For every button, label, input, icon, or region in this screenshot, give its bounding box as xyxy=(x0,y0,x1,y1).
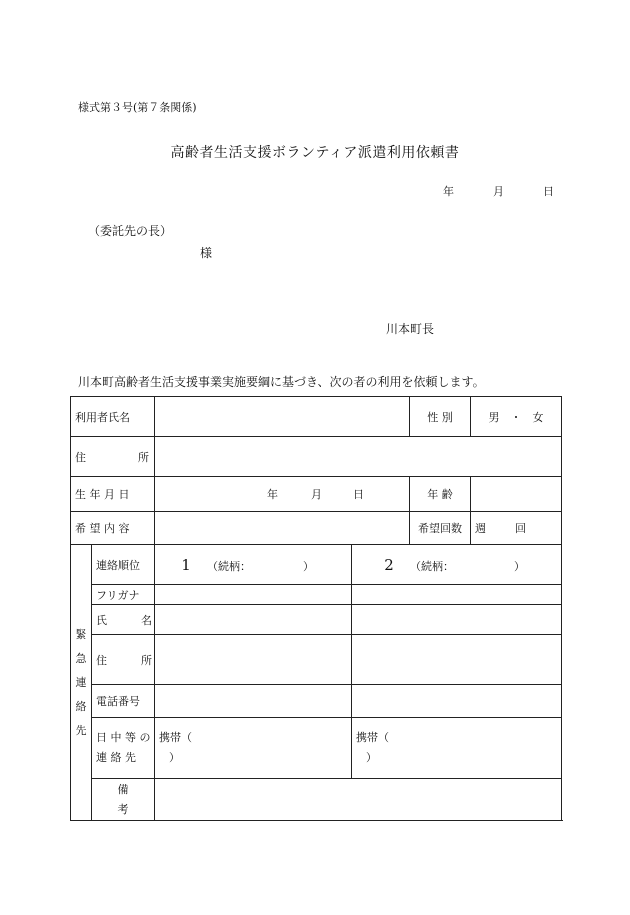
date-day-label: 日 xyxy=(543,185,554,198)
address-label-char: 所 xyxy=(138,450,149,464)
remarks-field[interactable] xyxy=(155,779,562,821)
frequency-week-label: 週 xyxy=(475,522,486,535)
request-field[interactable] xyxy=(155,512,410,545)
remarks-row xyxy=(71,779,562,821)
age-field[interactable] xyxy=(471,477,562,512)
contact-order-row xyxy=(71,545,562,585)
address-label-cell xyxy=(71,437,155,477)
phone-row xyxy=(71,685,562,718)
daytime-label-cell xyxy=(92,718,155,779)
gender-options[interactable]: 男 ・ 女 xyxy=(471,397,562,437)
furigana-label-cell xyxy=(92,585,155,605)
age-label: 年 齢 xyxy=(427,488,453,501)
gender-label: 性 別 xyxy=(427,410,453,424)
user-name-row xyxy=(71,397,562,437)
contact-name-label-cell xyxy=(92,605,155,635)
contact-name-row xyxy=(71,605,562,635)
contact-1-order-field[interactable] xyxy=(155,545,352,585)
honorific: 様 xyxy=(200,246,213,260)
request-row xyxy=(71,512,562,545)
furigana-label: フリガナ xyxy=(96,588,140,602)
contact-1-number: 1 xyxy=(181,555,191,574)
contact-address-label-cell xyxy=(92,635,155,685)
contact-2-order-field[interactable] xyxy=(352,545,562,585)
contact-1-relation-open: （続柄： xyxy=(207,559,251,573)
daytime-label-line-2: 連 絡 先 xyxy=(96,751,136,764)
contact-1-mobile-open: 携帯（ xyxy=(159,731,192,744)
daytime-contact-row xyxy=(71,718,562,779)
dob-label-cell xyxy=(71,477,155,512)
recipient: （委託先の長） xyxy=(88,224,173,238)
emergency-contact-label: 緊 急 連 絡 先 xyxy=(71,545,92,821)
contact-address-row xyxy=(71,635,562,685)
name-label-char: 氏 xyxy=(96,613,107,627)
contact-2-relation-close: ） xyxy=(514,559,525,573)
request-label: 希 望 内 容 xyxy=(75,522,130,535)
contact-2-number: 2 xyxy=(384,555,394,574)
contact-2-furigana-field[interactable] xyxy=(352,585,562,605)
contact-order-label: 連絡順位 xyxy=(96,558,140,572)
dob-year-label: 年 xyxy=(267,488,278,501)
frequency-label: 希望回数 xyxy=(418,522,462,535)
gender-label-cell xyxy=(410,397,471,437)
phone-label: 電話番号 xyxy=(96,695,140,708)
dob-field[interactable] xyxy=(155,477,410,512)
request-label-cell xyxy=(71,512,155,545)
contact-2-daytime-field[interactable] xyxy=(352,718,562,779)
request-form-table xyxy=(70,396,562,821)
contact-1-name-field[interactable] xyxy=(155,605,352,635)
intro-text: 川本町高齢者生活支援事業実施要綱に基づき、次の者の利用を依頼します。 xyxy=(78,375,485,389)
age-label-cell xyxy=(410,477,471,512)
date-line xyxy=(443,183,554,199)
address-label-char: 住 xyxy=(75,450,86,464)
contact-2-mobile-open: 携帯（ xyxy=(356,731,389,744)
contact-2-phone-field[interactable] xyxy=(352,685,562,718)
contact-address-label-char: 住 xyxy=(96,653,107,667)
remarks-label: 備 考 xyxy=(92,779,155,821)
user-name-label-cell xyxy=(71,397,155,437)
document-title: 高齢者生活支援ボランティア派遣利用依頼書 xyxy=(170,145,460,161)
contact-1-phone-field[interactable] xyxy=(155,685,352,718)
address-row xyxy=(71,437,562,477)
frequency-field[interactable] xyxy=(471,512,562,545)
contact-2-relation-open: （続柄： xyxy=(410,559,454,573)
frequency-times-label: 回 xyxy=(515,522,526,535)
contact-1-daytime-field[interactable] xyxy=(155,718,352,779)
contact-1-relation-close: ） xyxy=(303,559,314,573)
form-number: 様式第３号(第７条関係) xyxy=(78,101,197,114)
address-field[interactable] xyxy=(155,437,562,477)
dob-month-label: 月 xyxy=(311,488,322,501)
user-name-field[interactable] xyxy=(155,397,410,437)
frequency-label-cell xyxy=(410,512,471,545)
date-month-label: 月 xyxy=(493,185,504,198)
contact-1-furigana-field[interactable] xyxy=(155,585,352,605)
phone-label-cell xyxy=(92,685,155,718)
contact-2-mobile-close: ） xyxy=(366,751,377,764)
user-name-label: 利用者氏名 xyxy=(75,410,130,424)
contact-2-address-field[interactable] xyxy=(352,635,562,685)
dob-day-label: 日 xyxy=(353,488,364,501)
daytime-label-line-1: 日 中 等 の xyxy=(96,731,151,744)
name-label-char: 名 xyxy=(141,613,152,627)
dob-row xyxy=(71,477,562,512)
contact-address-label-char: 所 xyxy=(141,653,152,667)
date-year-label: 年 xyxy=(443,185,454,198)
dob-label: 生 年 月 日 xyxy=(75,488,130,501)
sender: 川本町長 xyxy=(386,322,435,336)
contact-1-mobile-close: ） xyxy=(169,751,180,764)
furigana-row xyxy=(71,585,562,605)
contact-2-name-field[interactable] xyxy=(352,605,562,635)
contact-order-label-cell xyxy=(92,545,155,585)
contact-1-address-field[interactable] xyxy=(155,635,352,685)
